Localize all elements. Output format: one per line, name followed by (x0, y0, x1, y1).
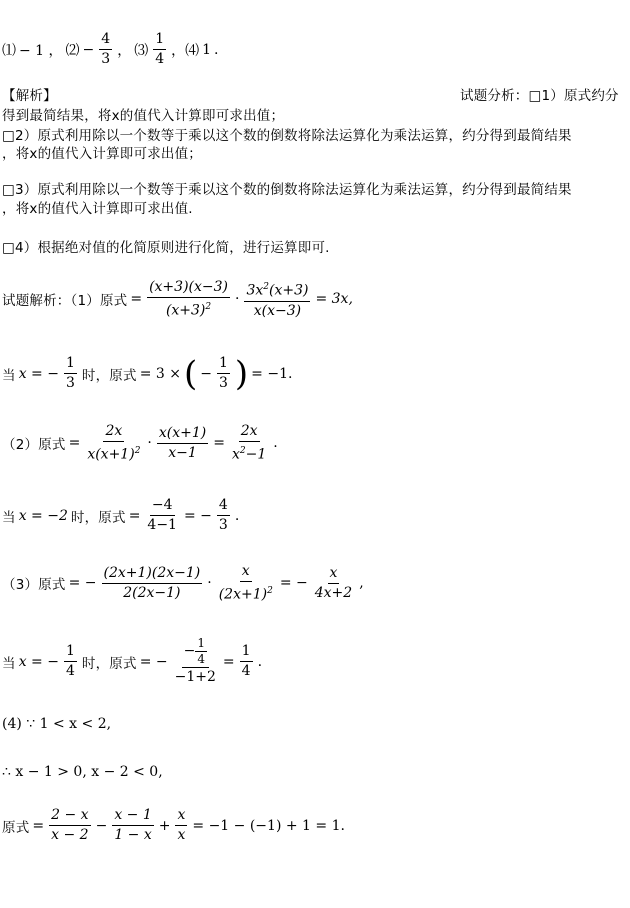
solution-1-fraction-1: $\frac{(x+3)(x-3)}{(x+3)^2}$ (149, 279, 228, 319)
part4-label: ，⑷ (171, 42, 200, 59)
analysis-header-right: 试题分析：□1）原式约分 (460, 88, 619, 104)
part1-value: − 1 ， (19, 42, 63, 59)
solution-2-fraction: $\frac{1}{3}$ (65, 355, 75, 391)
solution-3-fraction-2: $\frac{x(x+1)}{x-1}$ (158, 424, 207, 461)
separator: ， (117, 42, 132, 59)
solution-1: 试题解析：（1）原式 = $\frac{(x+3)(x-3)}{(x+3)^2}$ · $\frac{3x^2(x+3)}{x(x-3)}$ = 3x, (2, 279, 353, 319)
solution-3-fraction-1: $\frac{2x}{x(x+1)^2}$ (87, 423, 141, 463)
solution-9-fraction-2: $\frac{x - 1}{1 - x}$ (114, 807, 152, 843)
solution-5-fraction-2: $\frac{x}{(2x+1)^2}$ (218, 563, 273, 603)
analysis-line-6: □4）根据绝对值的化简原则进行化简，进行运算即可. (2, 240, 330, 256)
analysis-line-3: ，将x的值代入计算即可求出值； (2, 146, 202, 162)
part2-sign: − (82, 41, 95, 58)
analysis-line-2: □2）原式利用除以一个数等于乘以这个数的倒数将除法运算化为乘法运算，约分得到最简结果 (2, 128, 572, 144)
solution-1-prefix: 试题解析：（1）原式 (2, 293, 128, 310)
solution-6-result-fraction: $\frac{1}{4}$ (241, 643, 251, 679)
solution-2-inner-fraction: $\frac{1}{3}$ (218, 355, 228, 391)
answer-end: . (214, 41, 219, 58)
part2-fraction: $\frac{4}{3}$ (101, 31, 111, 67)
solution-8: ∴ x − 1 > 0, x − 2 < 0, (2, 764, 163, 780)
analysis-line-5: ，将x的值代入计算即可求出值. (2, 201, 193, 217)
solution-1-result: = 3x, (315, 291, 353, 308)
part1-label: ⑴ (2, 42, 16, 59)
analysis-line-1: 得到最简结果，将x的值代入计算即可求出值； (2, 108, 285, 124)
part3-label: ⑶ (134, 42, 149, 59)
solution-6-complex-fraction: − $\frac{1}{4}$ −1+2 (174, 636, 216, 685)
part3-fraction: $\frac{1}{4}$ (155, 31, 165, 67)
solution-6: 当 x = − $\frac{1}{4}$ 时，原式 = − − $\frac{1}{4}$ −1+2 = $\frac{1}{4}$ . (2, 636, 263, 685)
solution-3: （2）原式 = $\frac{2x}{x(x+1)^2}$ · $\frac{x(x+1)}{x-1}$ = $\frac{2x}{x^2-1}$ . (2, 423, 278, 463)
answer-line (2, 30, 219, 69)
solution-9-fraction-1: $\frac{2 - x}{x - 2}$ (51, 807, 89, 843)
solution-3-fraction-3: $\frac{2x}{x^2-1}$ (231, 423, 267, 463)
solution-6-fraction: $\frac{1}{4}$ (65, 643, 75, 679)
solution-4: 当 x = −2 时，原式 = $\frac{-4}{4-1}$ = − $\frac{4}{3}$ . (2, 497, 240, 533)
analysis-line-4: □3）原式利用除以一个数等于乘以这个数的倒数将除法运算化为乘法运算，约分得到最简结果 (2, 182, 572, 198)
solution-5-fraction-3: $\frac{x}{4x+2}$ (314, 564, 353, 601)
part2-label: ⑵ (65, 42, 80, 59)
solution-7: (4) ∵ 1 < x < 2, (2, 716, 112, 732)
solution-9: 原式 = $\frac{2 - x}{x - 2}$ − $\frac{x - 1}{1 - x}$ + $\frac{x}{x}$ = −1 − (−1) + 1 = 1. (2, 807, 345, 843)
solution-5-fraction-1: $\frac{(2x+1)(2x-1)}{2(2x-1)}$ (103, 564, 201, 601)
solution-1-fraction-2: $\frac{3x^2(x+3)}{x(x-3)}$ (244, 278, 310, 321)
solution-9-fraction-3: $\frac{x}{x}$ (177, 807, 186, 843)
analysis-header: 【解析】 (2, 88, 57, 104)
solution-4-fraction: $\frac{-4}{4-1}$ (147, 497, 177, 533)
part4-value: 1 (202, 41, 212, 58)
solution-2: 当 x = − $\frac{1}{3}$ 时，原式 = 3 × ( − $\frac{1}{3}$ ) = −1. (2, 353, 293, 394)
solution-4-result-fraction: $\frac{4}{3}$ (218, 497, 228, 533)
solution-5: （3）原式 = − $\frac{(2x+1)(2x-1)}{2(2x-1)}$ · $\frac{x}{(2x+1)^2}$ = − $\frac{x}{4x+2}$ , (2, 563, 364, 603)
